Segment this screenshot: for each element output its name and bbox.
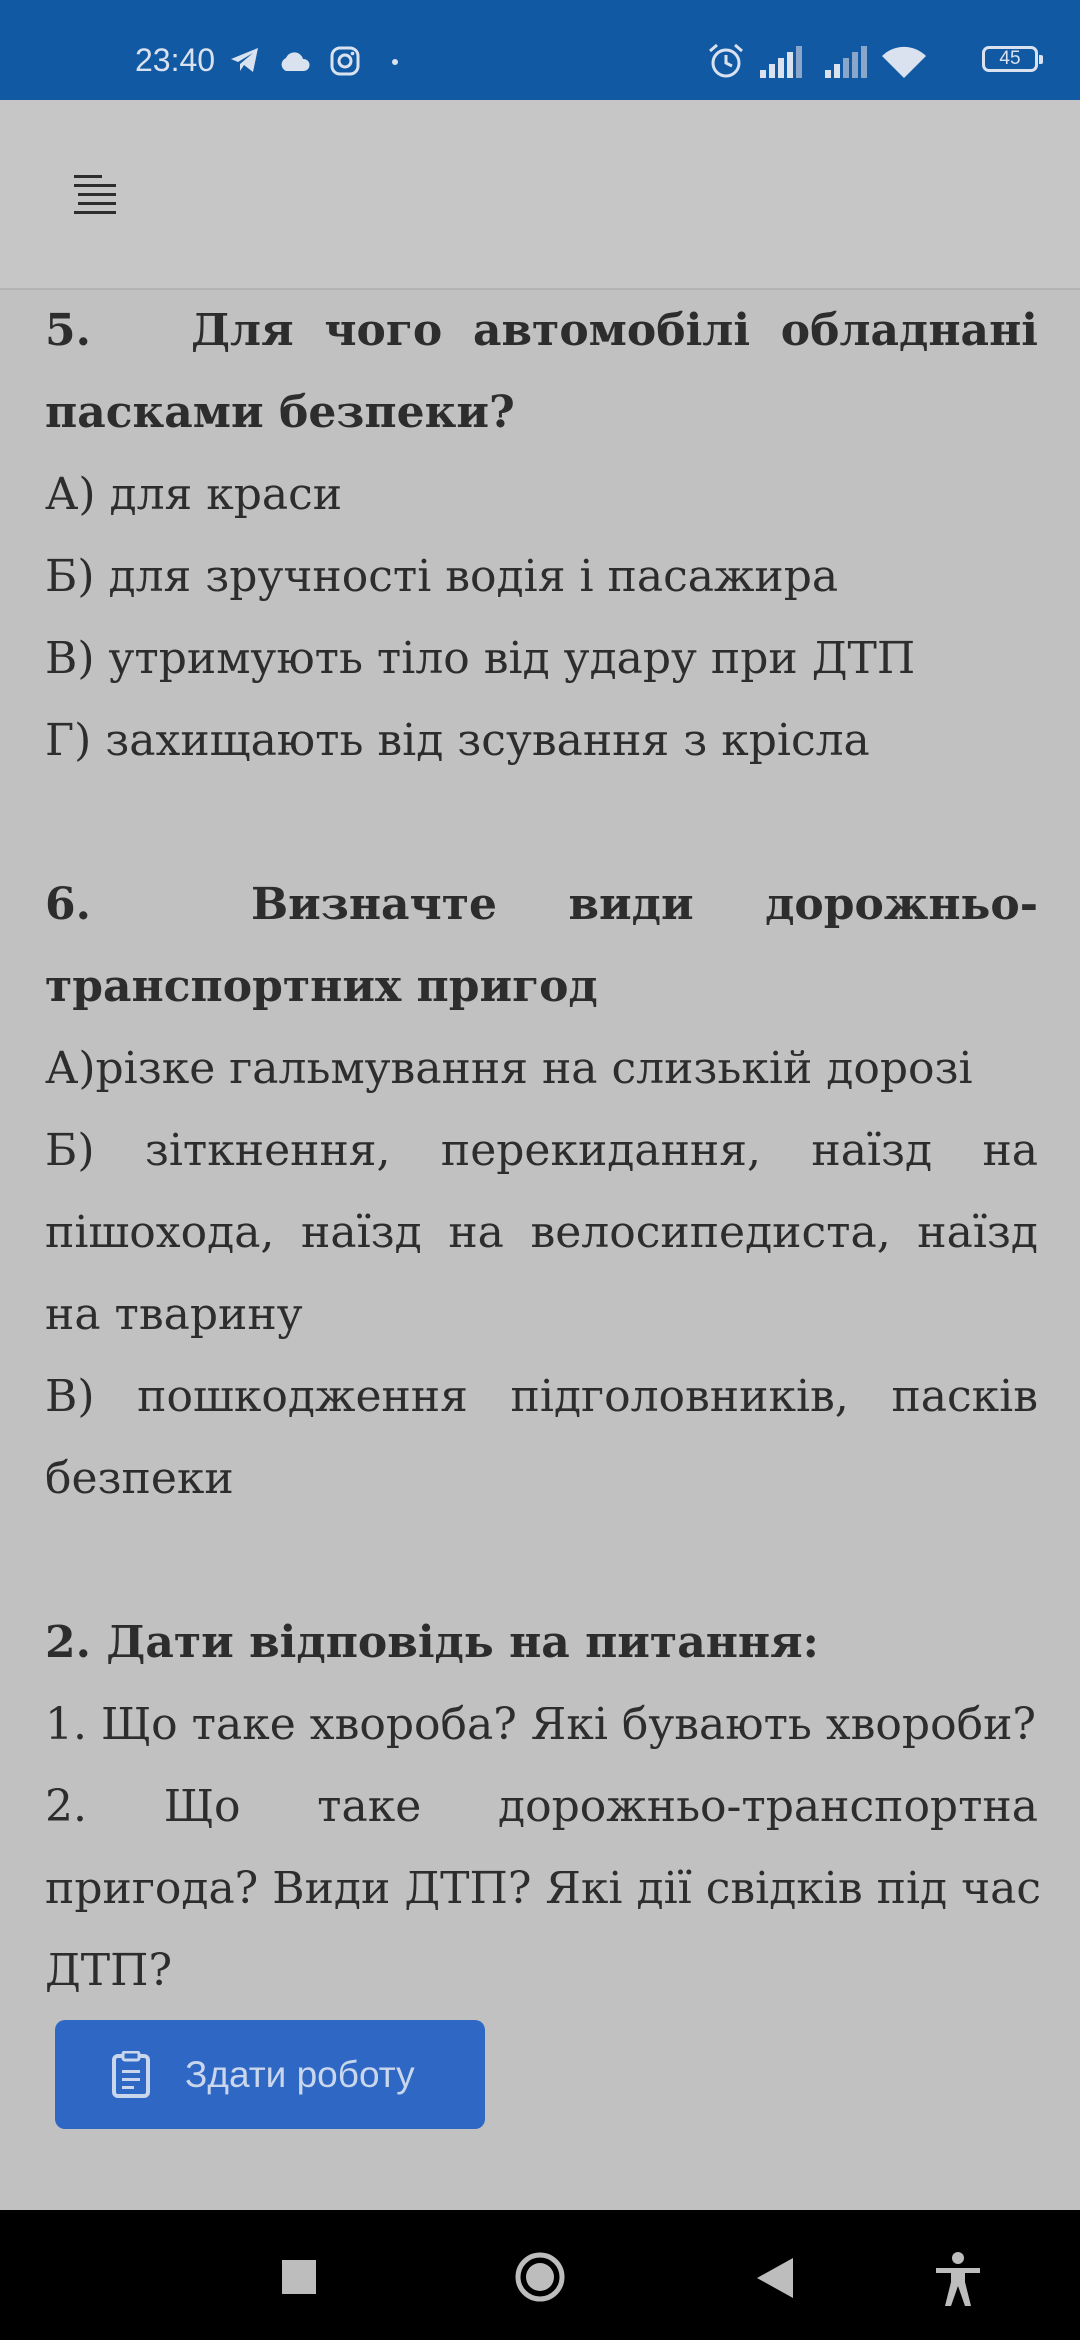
question-text: Для чого автомобілі обладнані — [190, 305, 1038, 356]
app-bar — [0, 100, 1080, 290]
status-bar — [0, 0, 1080, 100]
open-question: 2. Що таке дорожньо-транспортна — [45, 1781, 1038, 1832]
answer-option: Г) захищають від зсування з крісла — [45, 715, 870, 766]
submit-button-label: Здати роботу — [185, 2053, 415, 2095]
clipboard-icon — [111, 2051, 151, 2099]
answer-option-cont: пішохода, наїзд на велосипедиста, наїзд — [45, 1207, 1038, 1258]
signal-icon — [825, 46, 873, 78]
answer-option: А)різке гальмування на слизькій дорозі — [45, 1043, 973, 1094]
answer-option: В) пошкодження підголовників, пасків — [45, 1371, 1038, 1422]
question-5-title-cont: пасками безпеки? — [45, 387, 515, 438]
recents-square-icon[interactable] — [282, 2260, 316, 2294]
open-question-cont: пригода? Види ДТП? Які дії свідків під час — [45, 1863, 1042, 1914]
section-heading: 2. Дати відповідь на питання: — [45, 1617, 819, 1668]
answer-option-cont: на тварину — [45, 1289, 303, 1340]
answer-option: Б) для зручності водія і пасажира — [45, 551, 839, 602]
alarm-icon — [706, 42, 746, 80]
status-time: 23:40 — [135, 42, 216, 78]
question-number: 5. — [45, 305, 91, 356]
battery-icon: 45 — [982, 46, 1038, 72]
telegram-icon — [229, 46, 261, 74]
answer-option: А) для краси — [45, 469, 343, 520]
back-triangle-icon[interactable] — [757, 2258, 793, 2298]
cloud-icon — [278, 50, 312, 72]
menu-icon[interactable] — [62, 163, 122, 223]
instagram-icon — [330, 46, 360, 76]
question-6-title — [45, 864, 1038, 946]
answer-option: Б) зіткнення, перекидання, наїзд на — [45, 1125, 1038, 1176]
question-text: Визначте види дорожньо- — [250, 879, 1038, 930]
document-content — [45, 290, 1042, 2012]
question-5-title — [45, 290, 1038, 372]
system-nav-bar — [0, 2210, 1080, 2340]
question-number: 6. — [45, 879, 91, 930]
accessibility-icon[interactable] — [934, 2252, 982, 2306]
dot-icon — [391, 58, 399, 66]
wifi-icon — [880, 44, 928, 80]
answer-option: В) утримують тіло від удару при ДТП — [45, 633, 916, 684]
question-6-title-cont: транспортних пригод — [45, 961, 598, 1012]
answer-option-cont: безпеки — [45, 1453, 234, 1504]
open-question: 1. Що таке хвороба? Які бувають хвороби? — [45, 1699, 1036, 1750]
open-question-cont: ДТП? — [45, 1945, 173, 1996]
submit-work-button[interactable] — [55, 2020, 485, 2129]
signal-icon — [760, 46, 808, 78]
home-circle-icon[interactable] — [514, 2251, 566, 2303]
